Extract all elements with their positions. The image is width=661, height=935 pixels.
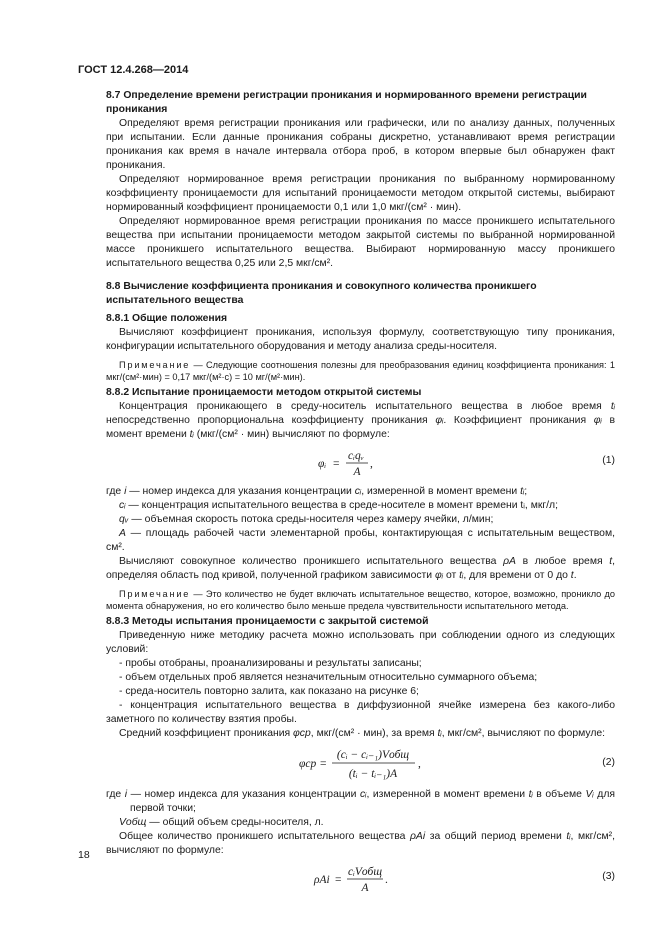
section-8-8-1-title: 8.8.1 Общие положения (106, 313, 228, 324)
section-8-7-paragraph-2: Определяют нормированное время регистрации проникания по выбранному нормированному коэффициенту проницаемости для испытаний проницаемости методом открытой системы, выбирают нормированный коэффициент проницаемости 0,1 или 1,0 мкг/(см² · мин). (106, 174, 615, 213)
formula-3-equals: = (335, 874, 342, 886)
formula-3 (106, 863, 615, 895)
where-line-1: где i — номер индекса для указания концентрации cᵢ, измеренной в момент времени tᵢ; (106, 486, 528, 497)
formula-2-number: (2) (602, 757, 615, 768)
condition-list-item: - объем отдельных проб является незначительным относительно суммарного объема; (119, 672, 538, 683)
formula-1-denominator: A (353, 466, 361, 478)
section-8-8-3-paragraph-1: Приведенную ниже методику расчета можно использовать при соблюдении одного из следующих условий: (106, 630, 615, 655)
where-line-2: cᵢ — концентрация испытательного вещества в среде-носителе в момент времени tᵢ, мкг/л; (119, 500, 559, 511)
formula-2-lhs: φср (299, 758, 317, 770)
formula-1-equals: = (333, 458, 340, 470)
formula-1 (106, 447, 615, 479)
note-text: — Следующие соотношения полезны для преобразования единиц коэффициента проникания: 1 мкг/(см²·мин) = 0,17 мкг/(м²·с) = 10 мг/(м²·мин). (106, 360, 615, 382)
where-line-5: где i — номер индекса для указания концентрации cᵢ, измеренной в момент времени tᵢ в объеме Vᵢ для первой точки; (106, 789, 616, 814)
formula-3-tail: . (385, 874, 388, 886)
formula-1-numerator: cᵢqᵥ (348, 450, 364, 462)
formula-2-tail: , (418, 758, 421, 770)
section-8-8-3-paragraph-2: Средний коэффициент проникания φср, мкг/(см² · мин), за время tᵢ, мкг/см², вычисляют по формуле: (119, 728, 606, 739)
note-label: Примечание (119, 589, 191, 599)
section-8-8-2-title: 8.8.2 Испытание проницаемости методом открытой системы (106, 387, 422, 398)
formula-1-tail: , (370, 458, 373, 470)
formula-3-denominator: A (361, 882, 369, 894)
symbol-t-i: tᵢ (610, 401, 615, 412)
section-8-8-3-paragraph-3: Общее количество проникшего испытательного вещества ρAi за общий период времени tᵢ, мкг/см², вычисляют по формуле: (106, 831, 616, 856)
where-line-3: qᵥ — объемная скорость потока среды-носителя через камеру ячейки, л/мин; (119, 514, 494, 525)
section-8-8-2-paragraph-2: Вычисляют совокупное количество проникшего испытательного вещества ρA в любое время t, определяя область под кривой, полученной графиком зависимости φᵢ от tᵢ, для времени от 0 до t. (106, 556, 616, 581)
note-detection (106, 588, 615, 612)
formula-2-graphic (106, 746, 615, 782)
formula-2-equals: = (320, 758, 327, 770)
note-label: Примечание (119, 360, 191, 370)
note-text: — Это количество не будет включать испытательное вещество, которое, возможно, проникло до момента обнаружения, но его количество было меньше предела чувствительности испытательного метода. (106, 589, 615, 611)
symbol-phi-i: φᵢ (435, 415, 444, 426)
formula-3-numerator: cᵢVобщ (347, 866, 383, 878)
condition-list-item: - концентрация испытательного вещества в диффузионной ячейке измерена без какого-либо заметного по количеству взятия пробы. (106, 700, 615, 725)
section-8-7-title: 8.7 Определение времени регистрации проникания и нормированного времени регистрации проникания (106, 90, 587, 115)
where-line-6: Vобщ — общий объем среды-носителя, л. (119, 817, 324, 828)
document-header: ГОСТ 12.4.268—2014 (78, 64, 189, 76)
condition-list-item: - пробы отобраны, проанализированы и результаты записаны; (119, 658, 422, 669)
section-8-8-3-title: 8.8.3 Методы испытания проницаемости с закрытой системой (106, 616, 429, 627)
formula-1-number: (1) (602, 455, 615, 466)
document-body (106, 89, 615, 901)
section-8-8-title: 8.8 Вычисление коэффициента проникания и совокупного количества проникшего испытательного вещества (106, 281, 537, 306)
section-8-7-paragraph-3: Определяют нормированное время регистрации проникания по массе проникшего испытательного вещества при испытании проницаемости методом закрытой системы по выбранной нормированной массе проникшего испытательного вещества. Выбирают нормированную массу проникшего испытательного вещества 0,25 или 2,5 мкг/см². (106, 216, 615, 269)
formula-1-graphic (106, 447, 615, 479)
formula-2-denominator: (tᵢ − tᵢ₋₁)A (348, 768, 398, 780)
where-line-4: A — площадь рабочей части элементарной пробы, контактирующая с испытательным веществом, см². (106, 528, 615, 553)
note-units (106, 359, 615, 383)
formula-3-lhs: ρAi (314, 874, 330, 886)
formula-2 (106, 746, 615, 782)
section-8-7-paragraph-1: Определяют время регистрации проникания или графически, или по анализу данных, полученных при испытании. Если данные проникания собраны дискретно, устанавливают время регистрации проникания как время в начале интервала отбора проб, в котором впервые был обнаружен факт проникания. (106, 118, 615, 171)
condition-list-item: - среда-носитель повторно залита, как показано на рисунке 6; (119, 686, 419, 697)
formula-1-lhs: φᵢ (318, 458, 327, 470)
formula-2-numerator: (cᵢ − cᵢ₋₁)Vобщ (336, 749, 410, 761)
formula-3-graphic (106, 863, 615, 895)
page-number: 18 (78, 849, 90, 861)
formula-3-number: (3) (602, 871, 615, 882)
section-8-8-2-paragraph-1: Концентрация проникающего в среду-носитель испытательного вещества в любое время tᵢ непосредственно пропорциональна коэффициенту проникания φᵢ. Коэффициент проникания φᵢ в момент времени tᵢ (мкг/(см² · мин) вычисляют по формуле: (106, 401, 615, 440)
section-8-8-1-paragraph: Вычисляют коэффициент проникания, используя формулу, соответствующую типу проникания, конфигурации испытательного оборудования и методу анализа среды-носителя. (106, 327, 615, 352)
